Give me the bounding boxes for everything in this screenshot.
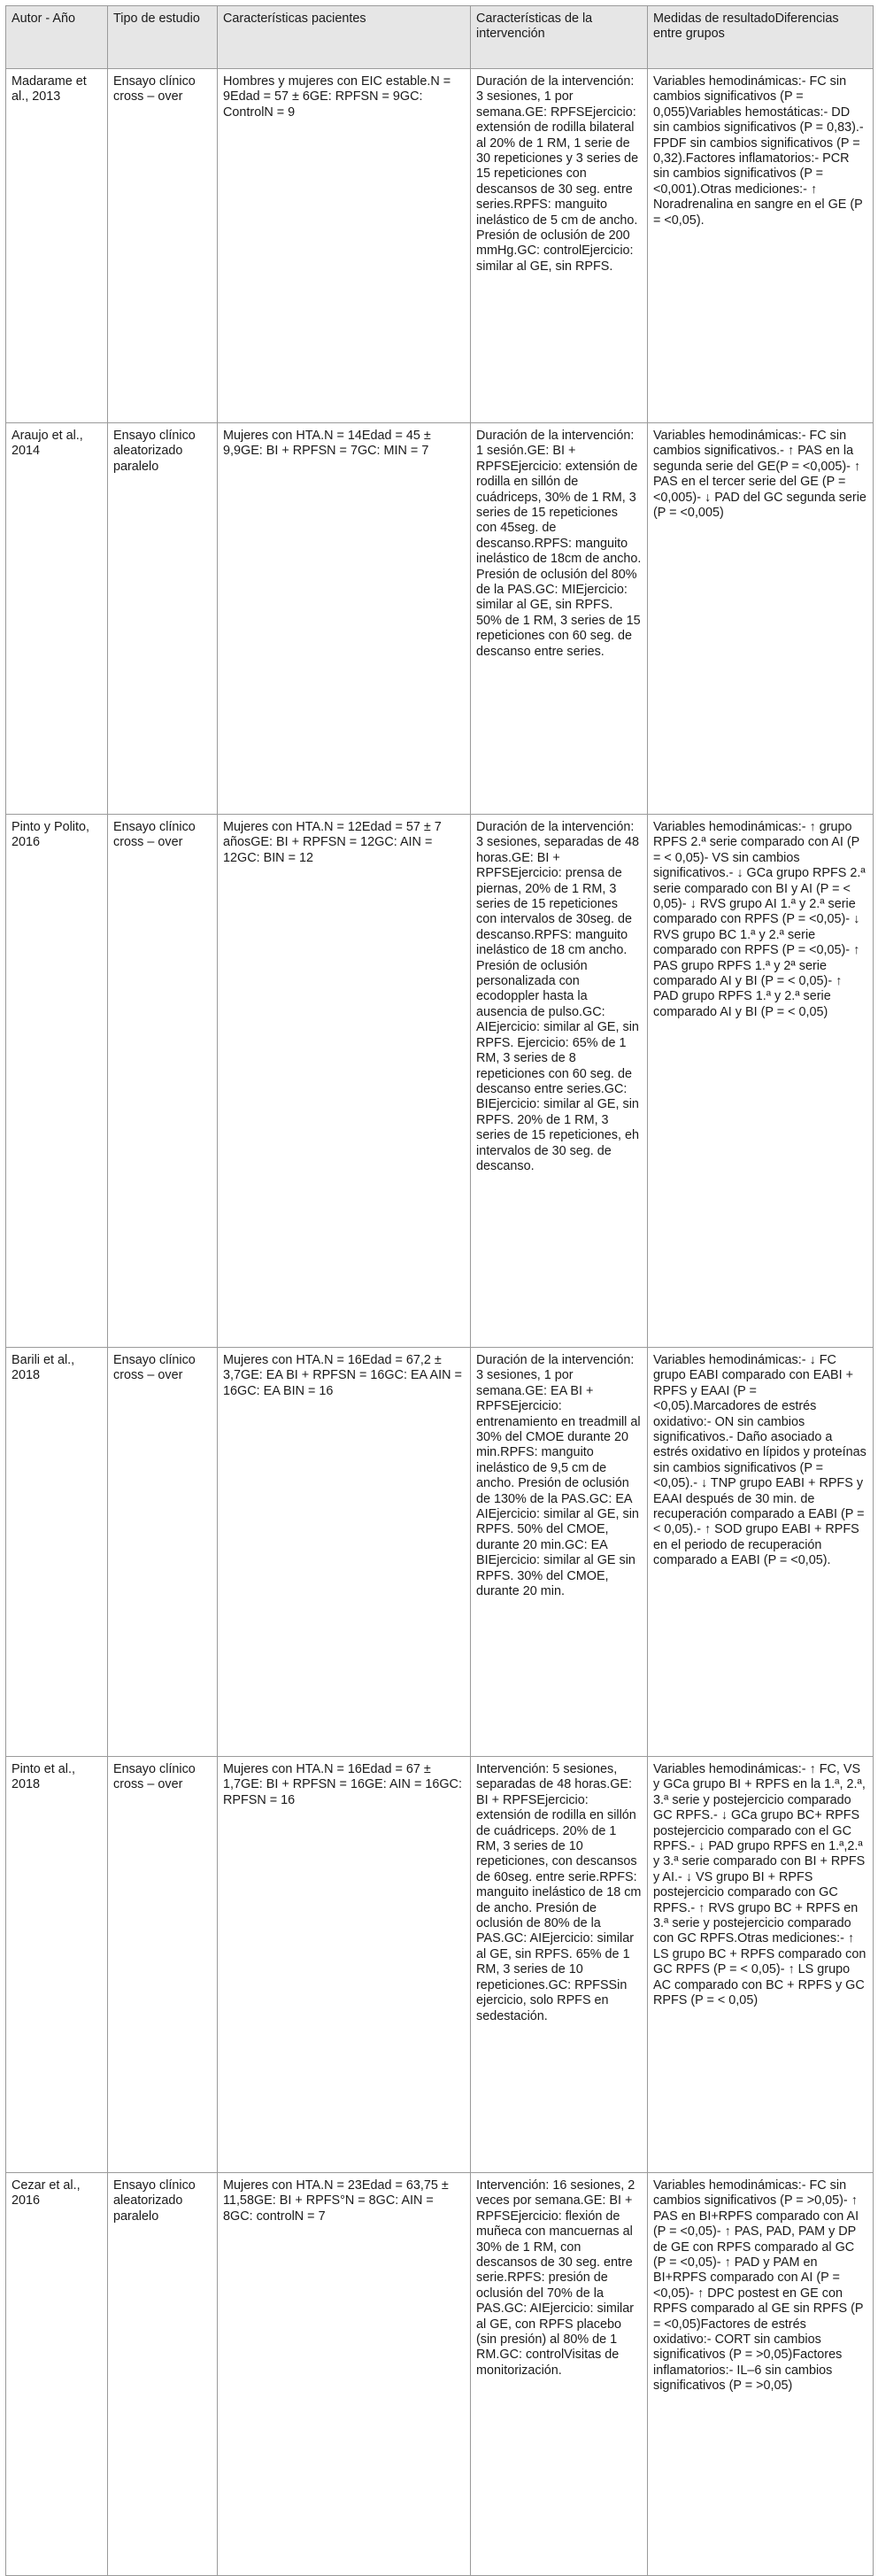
cell-outcomes: Variables hemodinámicas:- ↑ FC, VS y GCa grupo BI + RPFS en la 1.ª, 2.ª, 3.ª serie y postejercicio comparado GC RPFS.- ↓ GCa grupo BC+ RPFS postejercicio comparado con el GC RPFS.- ↓ PAD grupo RPFS en 1.ª,2.ª y 3.ª serie comparado con BI + RPFS y AI.- ↓ VS grupo BI + RPFS postejercicio comparado con GC RPFS.- ↑ RVS grupo BC + RPFS en 3.ª serie y postejercicio comparado con GC RPFS.Otras mediciones:- ↑ LS grupo BC + RPFS comparado con GC RPFS (P = < 0,05)- ↑ LS grupo AC comparado con BC + RPFS y GC RPFS (P = < 0,05) bbox=[648, 1757, 874, 2173]
table-row bbox=[6, 1348, 874, 1757]
cell-study-type: Ensayo clínico cross – over bbox=[108, 1348, 218, 1757]
cell-outcomes: Variables hemodinámicas:- FC sin cambios significativos.- ↑ PAS en la segunda serie del GE(P = <0,005)- ↑ PAS en el tercer serie del GE (P = <0,005)- ↓ PAD del GC segunda serie (P = <0,005) bbox=[648, 423, 874, 815]
cell-patients: Hombres y mujeres con EIC estable.N = 9Edad = 57 ± 6GE: RPFSN = 9GC: ControlN = 9 bbox=[218, 69, 471, 423]
table-row bbox=[6, 2173, 874, 2576]
table-body bbox=[6, 69, 874, 2576]
cell-author: Pinto y Polito, 2016 bbox=[6, 815, 108, 1348]
cell-study-type: Ensayo clínico cross – over bbox=[108, 815, 218, 1348]
cell-outcomes: Variables hemodinámicas:- ↓ FC grupo EABI comparado con EABI + RPFS y EAAI (P = ˂0,05).Marcadores de estrés oxidativo:- ON sin cambios significativos.- Daño asociado a estrés oxidativo en lípidos y proteínas sin cambios significativos (P = <0,05).- ↓ TNP grupo EABI + RPFS y EAAI después de 30 min. de recuperación comparado a EABI (P = < 0,05).- ↑ SOD grupo EABI + RPFS en el periodo de recuperación comparado a EABI (P = <0,05). bbox=[648, 1348, 874, 1757]
cell-patients: Mujeres con HTA.N = 12Edad = 57 ± 7 añosGE: BI + RPFSN = 12GC: AIN = 12GC: BIN = 12 bbox=[218, 815, 471, 1348]
cell-study-type: Ensayo clínico aleatorizado paralelo bbox=[108, 423, 218, 815]
cell-study-type: Ensayo clínico cross – over bbox=[108, 1757, 218, 2173]
cell-author: Madarame et al., 2013 bbox=[6, 69, 108, 423]
cell-patients: Mujeres con HTA.N = 23Edad = 63,75 ± 11,58GE: BI + RPFS°N = 8GC: AIN = 8GC: controlN = 7 bbox=[218, 2173, 471, 2576]
cell-author: Pinto et al., 2018 bbox=[6, 1757, 108, 2173]
cell-intervention: Duración de la intervención: 1 sesión.GE: BI + RPFSEjercicio: extensión de rodilla en sillón de cuádriceps, 30% de 1 RM, 3 series de 15 repeticiones con 45seg. de descanso.RPFS: manguito inelástico de 18cm de ancho. Presión de oclusión del 80% de la PAS.GC: MIEjercicio: similar al GE, sin RPFS. 50% de 1 RM, 3 series de 15 repeticiones con 60 seg. de descanso entre series. bbox=[471, 423, 648, 815]
table-row bbox=[6, 423, 874, 815]
cell-intervention: Duración de la intervención: 3 sesiones, 1 por semana.GE: RPFSEjercicio: extensión de rodilla bilateral al 20% de 1 RM, 1 serie de 30 repeticiones y 3 series de 15 repeticiones con descansos de 30 seg. entre series.RPFS: manguito inelástico de 5 cm de ancho. Presión de oclusión de 200 mmHg.GC: controlEjercicio: similar al GE, sin RPFS. bbox=[471, 69, 648, 423]
cell-study-type: Ensayo clínico cross – over bbox=[108, 69, 218, 423]
header-row bbox=[6, 6, 874, 69]
cell-patients: Mujeres con HTA.N = 16Edad = 67 ± 1,7GE: BI + RPFSN = 16GE: AIN = 16GC: RPFSN = 16 bbox=[218, 1757, 471, 2173]
table-row bbox=[6, 1757, 874, 2173]
table-header bbox=[6, 6, 874, 69]
cell-study-type: Ensayo clínico aleatorizado paralelo bbox=[108, 2173, 218, 2576]
cell-patients: Mujeres con HTA.N = 16Edad = 67,2 ± 3,7GE: EA BI + RPFSN = 16GC: EA AIN = 16GC: EA BIN = 16 bbox=[218, 1348, 471, 1757]
cell-author: Araujo et al., 2014 bbox=[6, 423, 108, 815]
cell-intervention: Intervención: 5 sesiones, separadas de 48 horas.GE: BI + RPFSEjercicio: extensión de rodilla en sillón de cuádriceps. 20% de 1 RM, 3 series de 10 repeticiones, con descansos de 60seg. entre serie.RPFS: manguito inelástico de 18 cm de ancho. Presión de oclusión de 80% de la PAS.GC: AIEjercicio: similar al GE, sin RPFS. 65% de 1 RM, 3 series de 10 repeticiones.GC: RPFSSin ejercicio, solo RPFS en sedestación. bbox=[471, 1757, 648, 2173]
cell-outcomes: Variables hemodinámicas:- FC sin cambios significativos (P = 0,055)Variables hemostáticas:- DD sin cambios significativos (P = 0,83).- FPDF sin cambios significativos (P = 0,32).Factores inflamatorios:- PCR sin cambios significativos (P = <0,001).Otras mediciones:- ↑ Noradrenalina en sangre en el GE (P = <0,05). bbox=[648, 69, 874, 423]
header-patients: Características pacientes bbox=[218, 6, 471, 69]
cell-intervention: Duración de la intervención: 3 sesiones, 1 por semana.GE: EA BI + RPFSEjercicio: entrenamiento en treadmill al 30% del CMOE durante 20 min.RPFS: manguito inelástico de 9,5 cm de ancho. Presión de oclusión de 130% de la PAS.GC: EA AIEjercicio: similar al GE, sin RPFS. 50% del CMOE, durante 20 min.GC: EA BIEjercicio: similar al GE sin RPFS. 30% del CMOE, durante 20 min. bbox=[471, 1348, 648, 1757]
header-intervention: Características de la intervención bbox=[471, 6, 648, 69]
header-outcomes: Medidas de resultadoDiferencias entre grupos bbox=[648, 6, 874, 69]
cell-intervention: Duración de la intervención: 3 sesiones, separadas de 48 horas.GE: BI + RPFSEjercicio: prensa de piernas, 20% de 1 RM, 3 series de 15 repeticiones con intervalos de 30seg. de descanso.RPFS: manguito inelástico de 18 cm ancho. Presión de oclusión personalizada con ecodoppler hasta la ausencia de pulso.GC: AIEjercicio: similar al GE, sin RPFS. Ejercicio: 65% de 1 RM, 3 series de 8 repeticiones con 60 seg. de descanso entre series.GC: BIEjercicio: similar al GE, sin RPFS. 20% de 1 RM, 3 series de 15 repeticiones, eh intervalos de 30 seg. de descanso. bbox=[471, 815, 648, 1348]
header-study-type: Tipo de estudio bbox=[108, 6, 218, 69]
document bbox=[5, 5, 873, 2576]
cell-patients: Mujeres con HTA.N = 14Edad = 45 ± 9,9GE: BI + RPFSN = 7GC: MIN = 7 bbox=[218, 423, 471, 815]
cell-intervention: Intervención: 16 sesiones, 2 veces por semana.GE: BI + RPFSEjercicio: flexión de muñeca con mancuernas al 30% de 1 RM, con descansos de 30 seg. entre serie.RPFS: presión de oclusión del 70% de la PAS.GC: AIEjercicio: similar al GE, con RPFS placebo (sin presión) al 80% de 1 RM.GC: controlVisitas de monitorización. bbox=[471, 2173, 648, 2576]
cell-author: Cezar et al., 2016 bbox=[6, 2173, 108, 2576]
studies-table bbox=[5, 5, 874, 2576]
cell-outcomes: Variables hemodinámicas:- ↑ grupo RPFS 2.ª serie comparado con AI (P = < 0,05)- VS sin cambios significativos.- ↓ GCa grupo RPFS 2.ª serie comparado con BI y AI (P = < 0,05)- ↓ RVS grupo AI 1.ª y 2.ª serie comparado con RPFS (P = <0,05)- ↓ RVS grupo BC 1.ª y 2.ª serie comparado con RPFS (P = <0,05)- ↑ PAS grupo RPFS 1.ª y 2ª serie comparado AI y BI (P = < 0,05)- ↑ PAD grupo RPFS 1.ª y 2.ª serie comparado AI y BI (P = < 0,05) bbox=[648, 815, 874, 1348]
cell-author: Barili et al., 2018 bbox=[6, 1348, 108, 1757]
header-author: Autor - Año bbox=[6, 6, 108, 69]
table-row bbox=[6, 69, 874, 423]
cell-outcomes: Variables hemodinámicas:- FC sin cambios significativos (P = >0,05)- ↑ PAS en BI+RPFS comparado con AI (P = <0,05)- ↑ PAS, PAD, PAM y DP de GE con RPFS comparado al GC (P = <0,05)- ↑ PAD y PAM en BI+RPFS comparado con AI (P = <0,05)- ↑ DPC postest en GE con RPFS comparado al GE sin RPFS (P = <0,05)Factores de estrés oxidativo:- CORT sin cambios significativos (P = >0,05)Factores inflamatorios:- IL–6 sin cambios significativos (P = >0,05) bbox=[648, 2173, 874, 2576]
table-row bbox=[6, 815, 874, 1348]
